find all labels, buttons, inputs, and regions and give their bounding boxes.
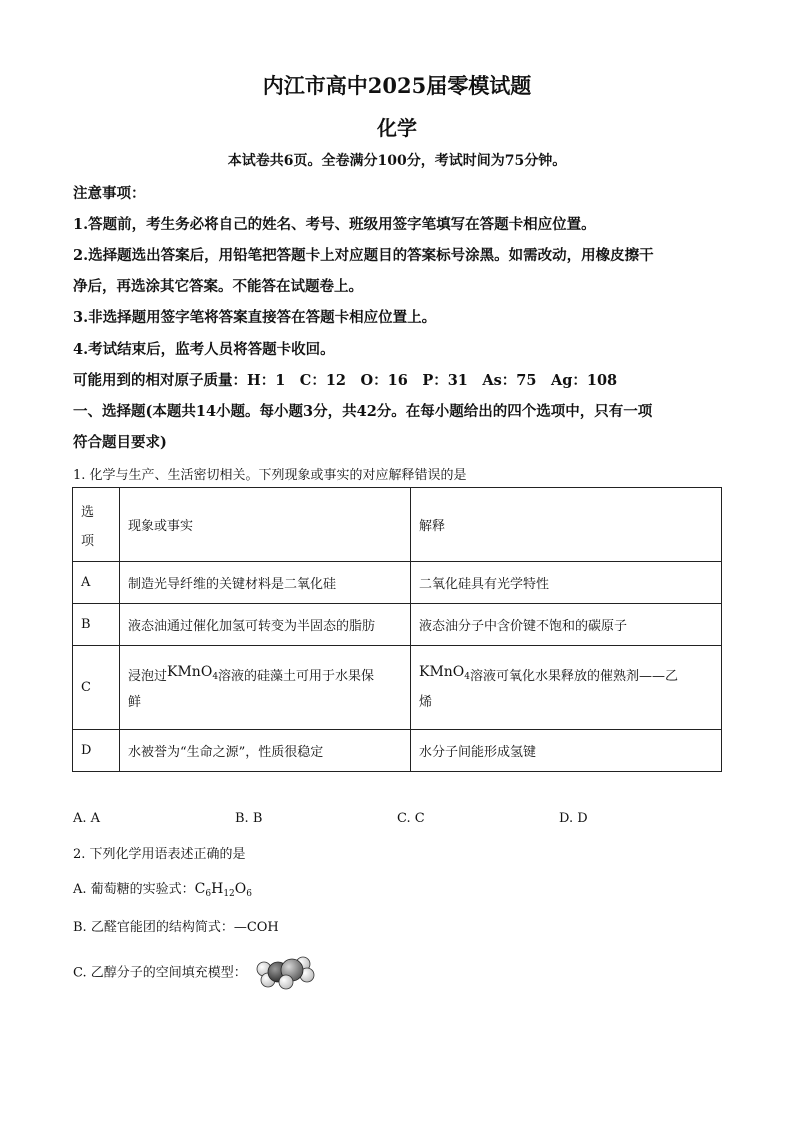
section-heading-cont: 符合题目要求) [73,434,167,451]
table-row [73,646,722,730]
table-header-row [73,488,722,562]
q2-option-a: A. 葡萄糖的实验式：$C_6H_{12}O_6$ [73,881,252,899]
q1-answer-b: B. B [235,811,263,826]
note-item-2-cont: 净后，再选涂其它答案。不能答在试题卷上。 [73,278,363,295]
glucose-formula: $C_6H_{12}O_6$ [194,881,252,899]
q1-answer-c: C. C [397,811,425,826]
table-row [73,730,722,772]
subject-title: 化学 [377,116,417,140]
row-explanation: 水分子间能形成氢键 [411,730,722,772]
row-option: C [73,646,120,730]
row-explanation: 液态油分子中含价键不饱和的碳原子 [411,604,722,646]
atomic-masses: 可能用到的相对原子质量：H：1 C：12 O：16 P：31 As：75 Ag：108 [73,372,618,389]
exam-info: 本试卷共6页。全卷满分100分，考试时间为75分钟。 [227,153,567,169]
q2-stem: 2. 下列化学用语表述正确的是 [73,847,246,862]
exam-title: 内江市高中2025届零模试题 [262,73,532,98]
header-explanation: 解释 [411,488,722,562]
note-item-1: 1.答题前，考生务必将自己的姓名、考号、班级用签字笔填写在答题卡相应位置。 [73,216,596,233]
row-option: D [73,730,120,772]
row-fact: 水被誉为“生命之源”，性质很稳定 [120,730,411,772]
row-option: B [73,604,120,646]
row-explanation: KMnO$_4$溶液可氧化水果释放的催熟剂——乙 烯 [411,646,722,730]
table-row [73,604,722,646]
q2-option-b: B. 乙醛官能团的结构简式：—COH [73,920,279,935]
header-fact: 现象或事实 [120,488,411,562]
row-fact: 液态油通过催化加氢可转变为半固态的脂肪 [120,604,411,646]
section-heading: 一、选择题(本题共14小题。每小题3分，共42分。在每小题给出的四个选项中，只有一项 [73,403,653,420]
table-row [73,562,722,604]
row-fact: 浸泡过KMnO$_4$溶液的硅藻土可用于水果保 鲜 [120,646,411,730]
row-explanation: 二氧化硅具有光学特性 [411,562,722,604]
header-option: 选 项 [73,488,120,562]
note-item-2: 2.选择题选出答案后，用铅笔把答题卡上对应题目的答案标号涂黑。如需改动，用橡皮擦干 [73,247,654,264]
ethanol-space-filling-model-icon [255,955,317,991]
q1-answer-d: D. D [559,811,588,826]
kmno4-formula: KMnO$_4$ [167,664,219,682]
note-item-3: 3.非选择题用签字笔将答案直接答在答题卡相应位置上。 [73,309,437,326]
q1-table [72,487,722,772]
row-option: A [73,562,120,604]
notes-heading: 注意事项： [73,185,146,202]
q1-answer-a: A. A [73,811,101,826]
note-item-4: 4.考试结束后，监考人员将答题卡收回。 [73,341,335,358]
q1-stem: 1. 化学与生产、生活密切相关。下列现象或事实的对应解释错误的是 [73,468,467,483]
q2-option-c: C. 乙醇分子的空间填充模型： [73,955,317,995]
kmno4-formula: KMnO$_4$ [419,664,471,682]
row-fact: 制造光导纤维的关键材料是二氧化硅 [120,562,411,604]
